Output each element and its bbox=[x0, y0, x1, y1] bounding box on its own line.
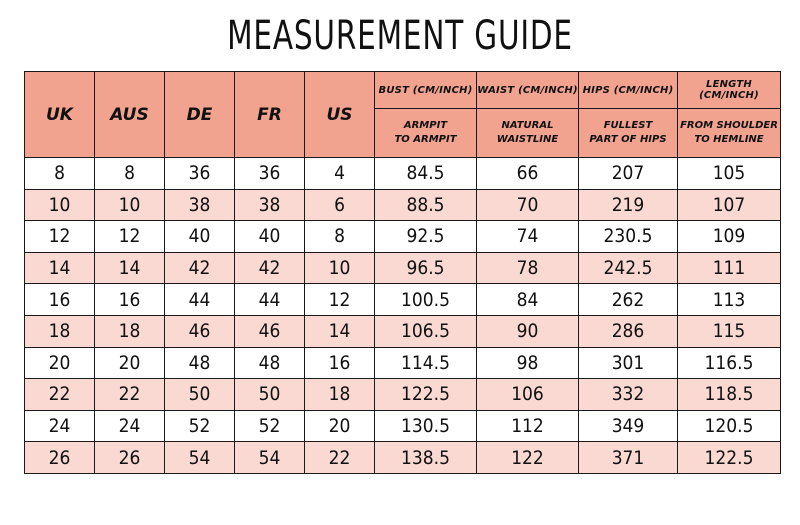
subheader-bust bbox=[375, 109, 477, 158]
cell-uk: 14 bbox=[25, 252, 95, 284]
cell-length: 116.5 bbox=[678, 347, 781, 379]
subheader-line: FULLEST bbox=[603, 120, 653, 131]
header-length: LENGTH (CM/INCH) bbox=[678, 72, 781, 109]
cell-waist: 90 bbox=[477, 315, 579, 347]
cell-waist: 112 bbox=[477, 410, 579, 442]
cell-waist: 122 bbox=[477, 442, 579, 474]
table-row bbox=[25, 284, 781, 316]
cell-waist: 78 bbox=[477, 252, 579, 284]
cell-us: 10 bbox=[305, 252, 375, 284]
cell-hips: 332 bbox=[579, 379, 678, 411]
cell-uk: 18 bbox=[25, 315, 95, 347]
cell-hips: 262 bbox=[579, 284, 678, 316]
cell-length: 113 bbox=[678, 284, 781, 316]
cell-bust: 88.5 bbox=[375, 189, 477, 221]
cell-aus: 14 bbox=[95, 252, 165, 284]
subheader-line: NATURAL bbox=[501, 120, 554, 131]
header-waist: WAIST (CM/INCH) bbox=[477, 72, 579, 109]
cell-length: 115 bbox=[678, 315, 781, 347]
cell-us: 4 bbox=[305, 158, 375, 190]
cell-aus: 10 bbox=[95, 189, 165, 221]
header-hips: HIPS (CM/INCH) bbox=[579, 72, 678, 109]
cell-length: 105 bbox=[678, 158, 781, 190]
header-de: DE bbox=[165, 72, 235, 158]
cell-fr: 44 bbox=[235, 284, 305, 316]
cell-us: 18 bbox=[305, 379, 375, 411]
cell-waist: 70 bbox=[477, 189, 579, 221]
cell-bust: 100.5 bbox=[375, 284, 477, 316]
page-title: MEASUREMENT GUIDE bbox=[227, 13, 573, 59]
cell-fr: 40 bbox=[235, 221, 305, 253]
subheader-line: WAISTLINE bbox=[496, 134, 559, 145]
cell-hips: 242.5 bbox=[579, 252, 678, 284]
table-row bbox=[25, 189, 781, 221]
cell-fr: 52 bbox=[235, 410, 305, 442]
cell-bust: 114.5 bbox=[375, 347, 477, 379]
cell-uk: 26 bbox=[25, 442, 95, 474]
cell-uk: 16 bbox=[25, 284, 95, 316]
cell-us: 22 bbox=[305, 442, 375, 474]
cell-uk: 24 bbox=[25, 410, 95, 442]
cell-de: 40 bbox=[165, 221, 235, 253]
cell-bust: 122.5 bbox=[375, 379, 477, 411]
cell-aus: 22 bbox=[95, 379, 165, 411]
table-row bbox=[25, 347, 781, 379]
cell-bust: 92.5 bbox=[375, 221, 477, 253]
cell-aus: 18 bbox=[95, 315, 165, 347]
cell-us: 16 bbox=[305, 347, 375, 379]
cell-de: 54 bbox=[165, 442, 235, 474]
header-bust: BUST (CM/INCH) bbox=[375, 72, 477, 109]
cell-uk: 12 bbox=[25, 221, 95, 253]
cell-de: 52 bbox=[165, 410, 235, 442]
cell-aus: 8 bbox=[95, 158, 165, 190]
cell-aus: 24 bbox=[95, 410, 165, 442]
cell-aus: 16 bbox=[95, 284, 165, 316]
cell-uk: 22 bbox=[25, 379, 95, 411]
cell-us: 12 bbox=[305, 284, 375, 316]
subheader-line: PART OF HIPS bbox=[589, 134, 667, 145]
header-us: US bbox=[305, 72, 375, 158]
subheader-line: ARMPIT bbox=[403, 120, 448, 131]
header-fr: FR bbox=[235, 72, 305, 158]
cell-length: 111 bbox=[678, 252, 781, 284]
cell-fr: 48 bbox=[235, 347, 305, 379]
subheader-line: TO HEMLINE bbox=[694, 134, 764, 145]
table-row bbox=[25, 379, 781, 411]
cell-bust: 130.5 bbox=[375, 410, 477, 442]
cell-aus: 12 bbox=[95, 221, 165, 253]
subheader-length bbox=[678, 109, 781, 158]
cell-fr: 36 bbox=[235, 158, 305, 190]
cell-hips: 349 bbox=[579, 410, 678, 442]
cell-de: 50 bbox=[165, 379, 235, 411]
cell-uk: 8 bbox=[25, 158, 95, 190]
cell-length: 109 bbox=[678, 221, 781, 253]
cell-fr: 54 bbox=[235, 442, 305, 474]
cell-de: 36 bbox=[165, 158, 235, 190]
subheader-line: TO ARMPIT bbox=[394, 134, 457, 145]
cell-waist: 66 bbox=[477, 158, 579, 190]
measurement-table bbox=[24, 71, 781, 474]
cell-aus: 20 bbox=[95, 347, 165, 379]
table-row bbox=[25, 410, 781, 442]
cell-de: 48 bbox=[165, 347, 235, 379]
cell-bust: 84.5 bbox=[375, 158, 477, 190]
cell-waist: 74 bbox=[477, 221, 579, 253]
cell-de: 46 bbox=[165, 315, 235, 347]
cell-waist: 84 bbox=[477, 284, 579, 316]
cell-bust: 138.5 bbox=[375, 442, 477, 474]
cell-length: 118.5 bbox=[678, 379, 781, 411]
header-uk: UK bbox=[25, 72, 95, 158]
subheader-waist bbox=[477, 109, 579, 158]
table-body bbox=[25, 158, 781, 474]
cell-hips: 286 bbox=[579, 315, 678, 347]
cell-us: 20 bbox=[305, 410, 375, 442]
cell-fr: 38 bbox=[235, 189, 305, 221]
cell-aus: 26 bbox=[95, 442, 165, 474]
cell-de: 42 bbox=[165, 252, 235, 284]
cell-us: 6 bbox=[305, 189, 375, 221]
cell-us: 14 bbox=[305, 315, 375, 347]
table-row bbox=[25, 315, 781, 347]
table-row bbox=[25, 442, 781, 474]
table-row bbox=[25, 158, 781, 190]
header-aus: AUS bbox=[95, 72, 165, 158]
table-row bbox=[25, 221, 781, 253]
cell-waist: 106 bbox=[477, 379, 579, 411]
cell-hips: 219 bbox=[579, 189, 678, 221]
table-row bbox=[25, 252, 781, 284]
cell-bust: 96.5 bbox=[375, 252, 477, 284]
cell-hips: 207 bbox=[579, 158, 678, 190]
subheader-line: FROM SHOULDER bbox=[680, 120, 778, 131]
cell-de: 44 bbox=[165, 284, 235, 316]
cell-fr: 42 bbox=[235, 252, 305, 284]
cell-length: 120.5 bbox=[678, 410, 781, 442]
cell-hips: 301 bbox=[579, 347, 678, 379]
cell-uk: 20 bbox=[25, 347, 95, 379]
cell-length: 122.5 bbox=[678, 442, 781, 474]
cell-hips: 371 bbox=[579, 442, 678, 474]
subheader-hips bbox=[579, 109, 678, 158]
cell-length: 107 bbox=[678, 189, 781, 221]
cell-bust: 106.5 bbox=[375, 315, 477, 347]
cell-fr: 46 bbox=[235, 315, 305, 347]
cell-us: 8 bbox=[305, 221, 375, 253]
cell-hips: 230.5 bbox=[579, 221, 678, 253]
cell-fr: 50 bbox=[235, 379, 305, 411]
cell-uk: 10 bbox=[25, 189, 95, 221]
cell-de: 38 bbox=[165, 189, 235, 221]
cell-waist: 98 bbox=[477, 347, 579, 379]
